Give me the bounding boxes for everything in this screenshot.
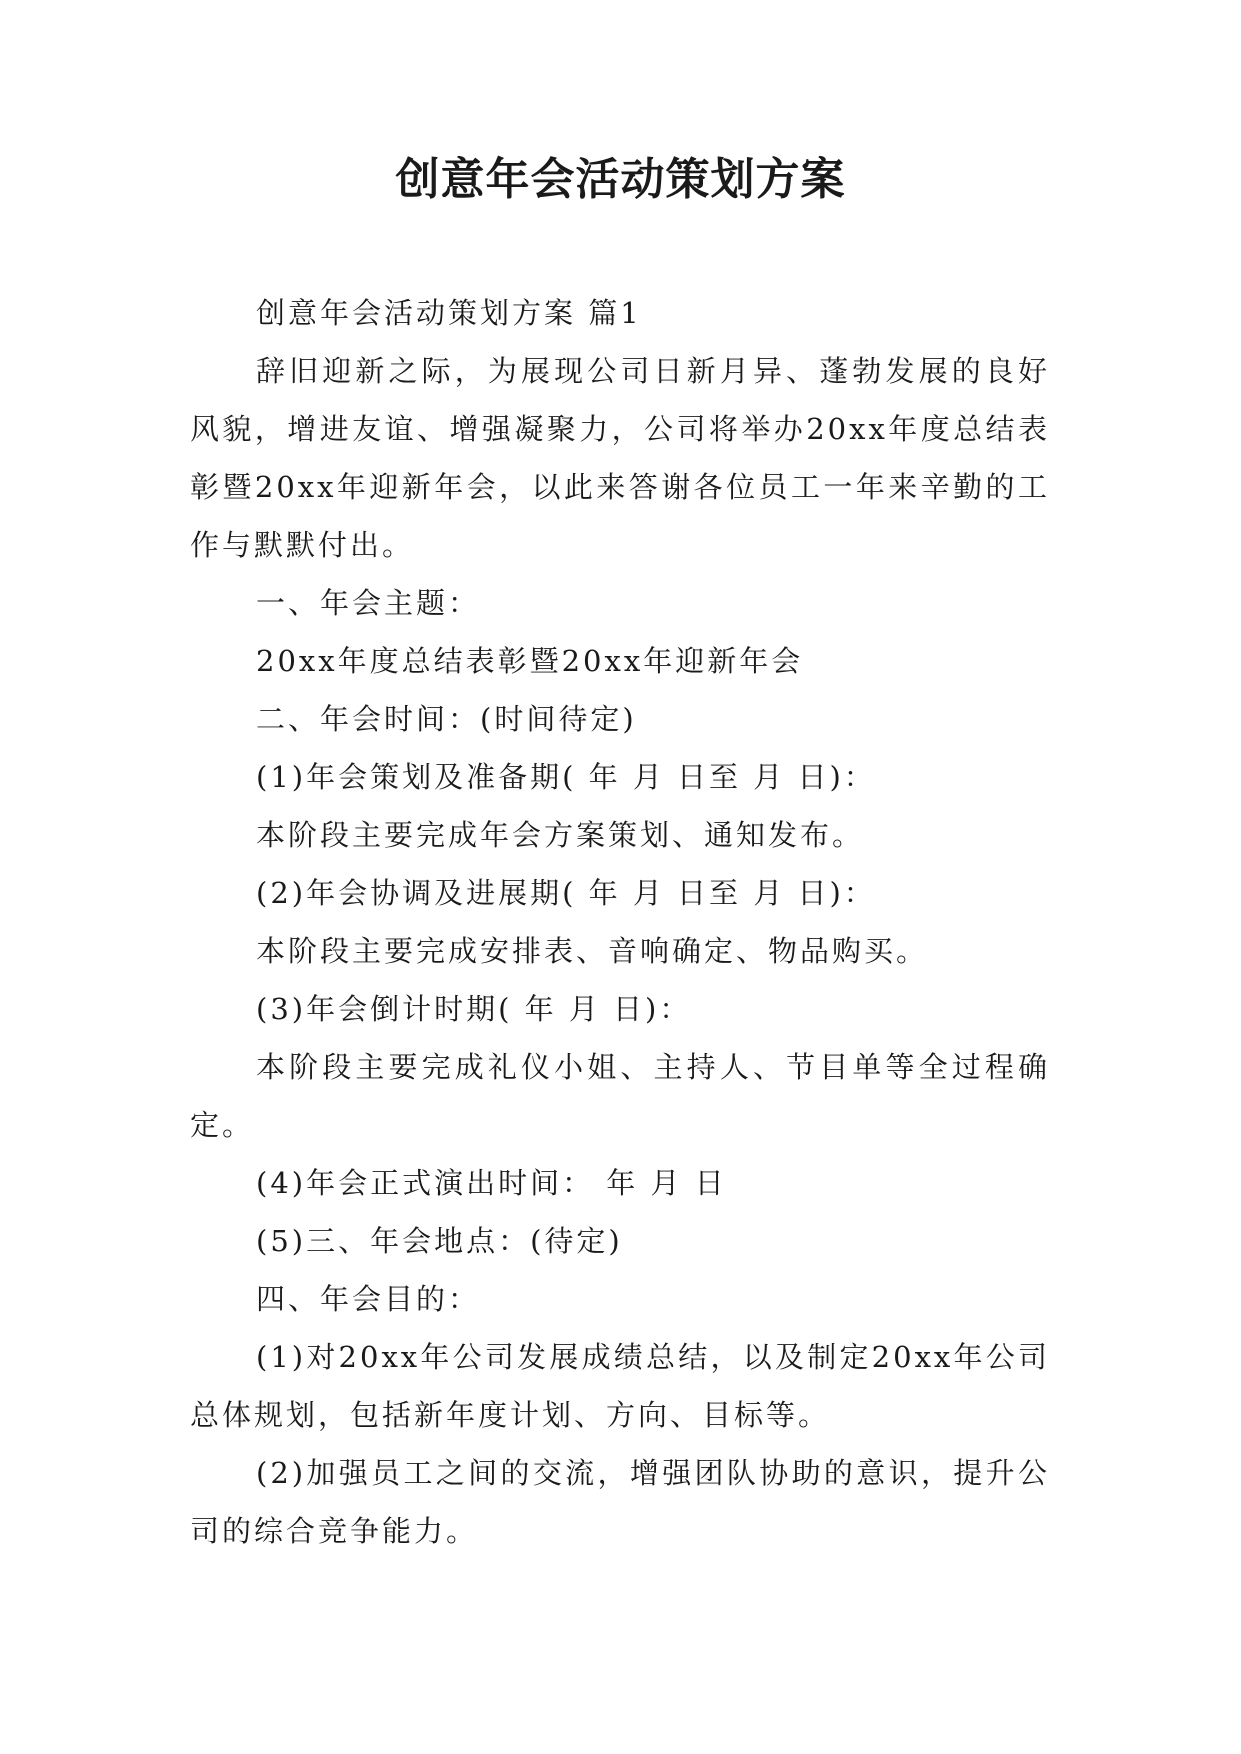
phase-3-text: 本阶段主要完成礼仪小姐、主持人、节目单等全过程确定。 [190,1050,1050,1142]
phase-2-heading: (2)年会协调及进展期( 年 月 日至 月 日)： [256,876,876,910]
phase-3-heading: (3)年会倒计时期( 年 月 日)： [256,992,692,1026]
purpose-2-text: (2)加强员工之间的交流，增强团队协助的意识，提升公司的综合竞争能力。 [190,1456,1050,1548]
purpose-heading: 四、年会目的： [256,1282,481,1316]
section-heading: 创意年会活动策划方案 篇1 [256,296,642,330]
document-title: 创意年会活动策划方案 [395,154,846,205]
theme-text: 20xx年度总结表彰暨20xx年迎新年会 [256,644,804,678]
phase-1-heading: (1)年会策划及准备期( 年 月 日至 月 日)： [256,760,876,794]
phase-4-heading: (4)年会正式演出时间： 年 月 日 [256,1166,727,1200]
time-heading: 二、年会时间：(时间待定) [256,702,637,736]
location-heading: (5)三、年会地点：(待定) [256,1224,623,1258]
phase-1-text: 本阶段主要完成年会方案策划、通知发布。 [256,818,865,852]
theme-heading: 一、年会主题： [256,586,481,620]
document-body [190,284,1050,1560]
intro-paragraph: 辞旧迎新之际，为展现公司日新月异、蓬勃发展的良好风貌，增进友谊、增强凝聚力，公司将举办20xx年度总结表彰暨20xx年迎新年会，以此来答谢各位员工一年来辛勤的工作与默默付出。 [190,354,1050,562]
phase-2-text: 本阶段主要完成安排表、音响确定、物品购买。 [256,934,929,968]
purpose-1-text: (1)对20xx年公司发展成绩总结，以及制定20xx年公司总体规划，包括新年度计划、方向、目标等。 [190,1340,1050,1432]
